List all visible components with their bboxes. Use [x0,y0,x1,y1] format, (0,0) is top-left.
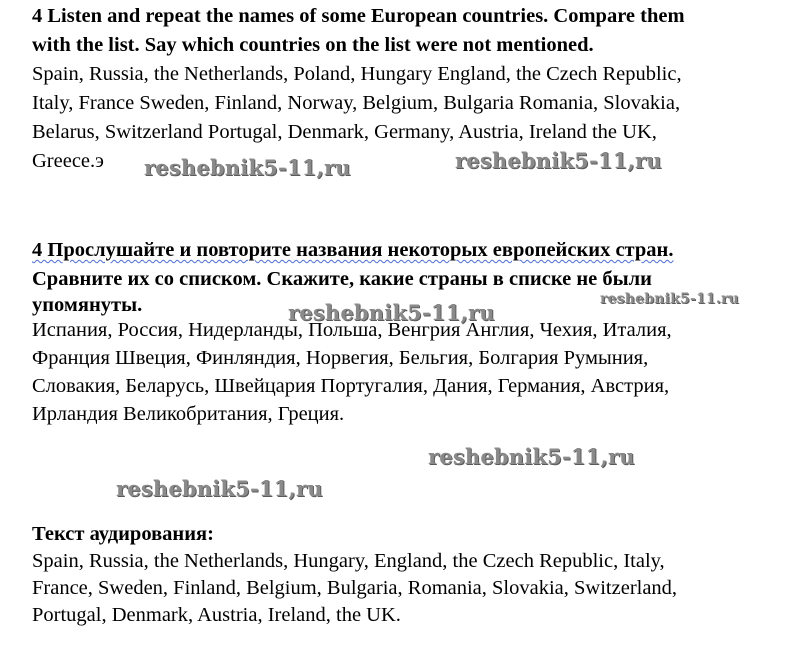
exercise-en-task-line: with the list. Say which countries on the list were not mentioned. [32,34,594,56]
exercise-en-list-line: Greece.э [32,150,104,172]
exercise-ru-task-text: 4 Прослушайте и повторите названия некоторых европейских стран. [32,239,674,261]
exercise-ru-list-line: Словакия, Беларусь, Швейцария Португалия, Дания, Германия, Австрия, [32,375,670,397]
watermark: reshebnik5-11,ru [116,476,323,501]
exercise-ru-task-line: Сравните их со списком. Скажите, какие страны в списке не были [32,268,652,290]
exercise-en-task-line: 4 Listen and repeat the names of some European countries. Compare them [32,5,685,27]
watermark: reshebnik5-11,ru [288,300,495,325]
exercise-en-list-line: Belarus, Switzerland Portugal, Denmark, Germany, Austria, Ireland the UK, [32,121,657,143]
audio-line: Portugal, Denmark, Austria, Ireland, the UK. [32,604,401,626]
audio-line: Spain, Russia, the Netherlands, Hungary, England, the Czech Republic, Italy, [32,550,665,572]
exercise-ru-list-line: Ирландия Великобритания, Греция. [32,403,345,425]
watermark: reshebnik5-11,ru [428,444,635,469]
watermark: reshebnik5-11,ru [455,148,662,173]
audio-heading: Текст аудирования: [32,523,214,545]
watermark: reshebnik5-11.ru [600,291,739,307]
exercise-ru-list-line: Франция Швеция, Финляндия, Норвегия, Бельгия, Болгария Румыния, [32,347,649,369]
watermark: reshebnik5-11,ru [144,155,351,180]
exercise-ru-list-line: Испания, Россия, Нидерланды, Польша, Венгрия Англия, Чехия, Италия, [32,319,672,341]
exercise-ru-task-line [32,236,762,265]
audio-line: France, Sweden, Finland, Belgium, Bulgaria, Romania, Slovakia, Switzerland, [32,577,678,599]
exercise-en-list-line: Italy, France Sweden, Finland, Norway, Belgium, Bulgaria Romania, Slovakia, [32,92,681,114]
exercise-ru-task-line: упомянуты. [32,294,143,316]
audio-transcript [32,520,762,629]
exercise-en-list-line: Spain, Russia, the Netherlands, Poland, Hungary England, the Czech Republic, [32,63,682,85]
exercise-ru [32,236,762,428]
